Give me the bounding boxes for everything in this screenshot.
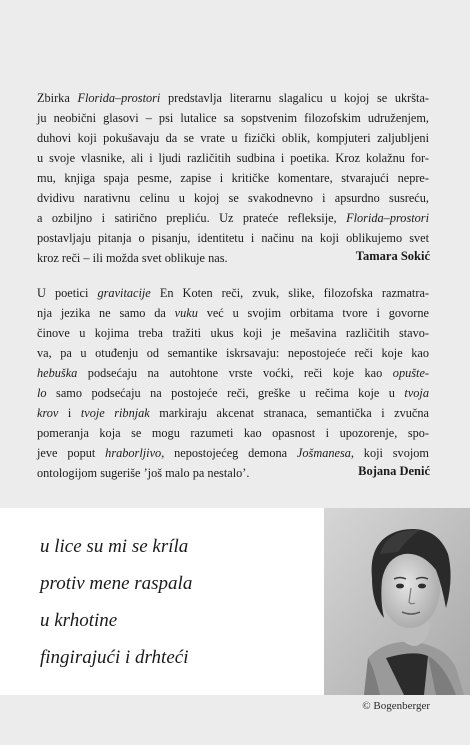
blurb-line: hebuška podsećaju na autohtone vrste voćki, reči koje kao opušte- (37, 366, 429, 380)
poem-excerpt (40, 528, 310, 676)
blurb-line: dvidivu narativnu celinu u kojoj se svakodnevno i apsurdno susreću, (37, 191, 429, 205)
blurb-paragraph-1 (37, 88, 429, 268)
italic-term: hebuška (37, 366, 78, 380)
blurb-line: jeve poput hraborljivo, nepostojećeg demona Jošmanesa, koji svojom (37, 446, 429, 460)
blurb-line: kroz reči – ili možda svet oblikuje nas. (37, 251, 228, 265)
italic-term: Jošmanesa (296, 446, 351, 460)
blurb-line: ontologijom sugeriše ’još malo pa nestalo’. (37, 466, 250, 480)
blurb-line: činove u kojima treba tražiti ukus koji je mešavina različitih stavo- (37, 326, 429, 340)
italic-term: tvoja (404, 386, 429, 400)
poem-line: u krhotine (40, 610, 118, 631)
poem-line: fingirajući i drhteći (40, 647, 189, 668)
blurb-line: Zbirka Florida–prostori predstavlja literarnu slagalicu u kojoj se ukršta- (37, 91, 429, 105)
italic-term: Florida–prostori (77, 91, 161, 105)
blurb-line: ju neobični glasovi – psi lutalice sa sopstvenim filozofskim udruženjem, (37, 111, 429, 125)
blurb-line: va, pa u otuđenju od semantike iskrsavaju: nepostojeće reči koje kao (37, 346, 429, 360)
blurb-author-2: Bojana Denić (358, 464, 430, 478)
italic-term: Florida–prostori (346, 211, 429, 225)
author-photo (324, 508, 470, 695)
italic-term: lo (37, 386, 47, 400)
italic-term: tvoje ribnjak (80, 406, 150, 420)
italic-term: hraborljivo (105, 446, 162, 460)
blurb-author-1: Tamara Sokić (355, 249, 430, 263)
poem-line: u lice su mi se kríla (40, 536, 189, 557)
blurb-line: duhovi koji pokušavaju da se vrate u fizički oblik, kompjuteri zaljubljeni (37, 131, 429, 145)
photo-credit: © Bogenberger (362, 700, 430, 712)
blurb-line: postavljaju pitanja o pisanju, identitetu i načinu na koji oblikujemo svet (37, 231, 429, 245)
poem-line: protiv mene raspala (40, 573, 193, 594)
italic-term: opušte- (392, 366, 429, 380)
blurb-line: pomeranja koja se mogu razumeti kao opasnost i upozorenje, spo- (37, 426, 429, 440)
blurb-line: U poetici gravitacije En Koten reči, zvuk, slike, filozofska razmatra- (37, 286, 429, 300)
blurb-line: nja jezika ne samo da vuku već u svojim orbitama tvore i govorne (37, 306, 429, 320)
italic-term: krov (37, 406, 59, 420)
italic-term: gravitacije (97, 286, 151, 300)
blurb-line: u svoje vlasnike, ali i ljudi različitih sudbina i poetika. Kroz kolažnu for- (37, 151, 429, 165)
blurb-line: a ozbiljno i satirično prepliću. Uz prateće refleksije, Florida–prostori (37, 211, 429, 225)
blurb-line: krov i tvoje ribnjak markiraju akcenat stranaca, semantička i zvučna (37, 406, 429, 420)
blurb-paragraph-2 (37, 283, 429, 483)
author-portrait-image (324, 508, 470, 695)
blurb-line: lo samo podsećaju na postojeće reči, greške u rečima koje u tvoja (37, 386, 429, 400)
italic-term: vuku (174, 306, 198, 320)
blurb-line: mu, knjiga spaja pesme, zapise i kritičke komentare, stvarajući nepre- (37, 171, 429, 185)
